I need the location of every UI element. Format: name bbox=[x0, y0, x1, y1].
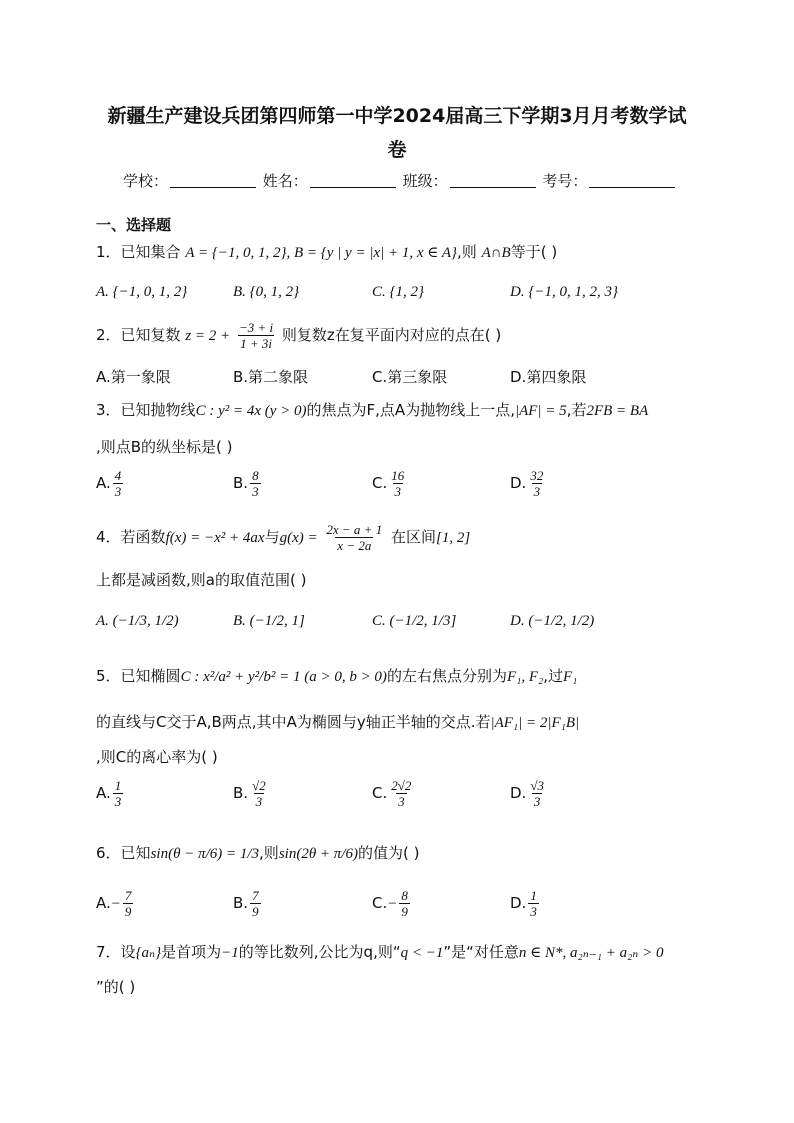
class-blank[interactable] bbox=[450, 187, 536, 188]
q2-option-c[interactable]: C.第三象限 bbox=[372, 368, 448, 386]
id-blank[interactable] bbox=[589, 187, 675, 188]
q6-option-b[interactable]: B. $\frac{7}{9}$ bbox=[233, 888, 259, 919]
q2-option-b[interactable]: B.第二象限 bbox=[233, 368, 309, 386]
question-text: 则复数z在复平面内对应的点在( ) bbox=[281, 326, 502, 344]
fraction: $\frac{-3 + i}{1 + 3i}$ bbox=[238, 320, 274, 351]
math-expression: F₁, F₂ bbox=[506, 669, 544, 685]
math-expression: |AF| = 5 bbox=[514, 403, 567, 419]
q6-option-c[interactable]: C.− $\frac{8}{9}$ bbox=[372, 888, 408, 919]
math-expression: {aₙ} bbox=[135, 945, 162, 961]
question-text: 等于( ) bbox=[510, 243, 558, 261]
q5-option-b[interactable]: B. $\frac{√2}{3}$ bbox=[233, 778, 266, 809]
question-1 bbox=[96, 241, 557, 264]
math-expression: g(x) = bbox=[279, 530, 318, 546]
question-3: 3．已知抛物线C : y² = 4x (y > 0)的焦点为F,点A为抛物线上一点,|AF| = 5,若2FB = BA bbox=[96, 401, 649, 419]
math-expression: C : x²/a² + y²/b² = 1 (a > 0, b > 0) bbox=[180, 669, 387, 685]
q1-option-d[interactable]: D. {−1, 0, 1, 2, 3} bbox=[510, 284, 618, 300]
q2-option-a[interactable]: A.第一象限 bbox=[96, 368, 171, 386]
math-expression: z = 2 + bbox=[185, 328, 231, 344]
q5-option-d[interactable]: D. $\frac{√3}{3}$ bbox=[510, 778, 544, 809]
name-label: 姓名： bbox=[262, 172, 308, 190]
q5-option-c[interactable]: C. $\frac{2√2}{3}$ bbox=[372, 778, 412, 809]
math-expression: sin(θ − π/6) = 1/3 bbox=[150, 846, 260, 862]
q1-option-c[interactable]: C. {1, 2} bbox=[372, 284, 425, 300]
school-label: 学校： bbox=[123, 172, 169, 190]
student-info-row bbox=[123, 170, 677, 191]
page-title-line1: 新疆生产建设兵团第四师第一中学2024届高三下学期3月月考数学试 bbox=[107, 105, 687, 127]
math-expression: −1 bbox=[221, 945, 239, 961]
math-expression: |AF₁| = 2|F₁B| bbox=[490, 715, 580, 731]
q6-option-a[interactable]: A.− $\frac{7}{9}$ bbox=[96, 888, 132, 919]
q3-option-b[interactable]: B. $\frac{8}{3}$ bbox=[233, 468, 259, 499]
class-label: 班级： bbox=[402, 172, 448, 190]
question-text: 已知复数 bbox=[120, 326, 181, 344]
math-expression: [1, 2] bbox=[436, 530, 471, 546]
q5-option-a[interactable]: A. $\frac{1}{3}$ bbox=[96, 778, 122, 809]
q6-option-d[interactable]: D. $\frac{1}{3}$ bbox=[510, 888, 537, 919]
math-expression: C : y² = 4x (y > 0) bbox=[195, 403, 307, 419]
q3-option-c[interactable]: C. $\frac{16}{3}$ bbox=[372, 468, 405, 499]
question-7-line2: ”的( ) bbox=[96, 978, 136, 996]
question-5-line2: 的直线与C交于A,B两点,其中A为椭圆与y轴正半轴的交点.若|AF₁| = 2|F₁B| bbox=[96, 713, 580, 731]
q4-option-c[interactable]: C. (−1/2, 1/3] bbox=[372, 613, 457, 629]
fraction: $\frac{2x - a + 1}{x - 2a}$ bbox=[326, 522, 383, 553]
id-label: 考号： bbox=[542, 172, 588, 190]
school-blank[interactable] bbox=[170, 187, 256, 188]
name-blank[interactable] bbox=[310, 187, 396, 188]
question-5: 5．已知椭圆C : x²/a² + y²/b² = 1 (a > 0, b > 0)的左右焦点分别为F₁, F₂,过F₁ bbox=[96, 667, 578, 685]
question-5-line3: ,则C的离心率为( ) bbox=[96, 748, 218, 766]
question-3-line2: ,则点B的纵坐标是( ) bbox=[96, 438, 233, 456]
math-expression: 2FB = BA bbox=[586, 403, 649, 419]
question-number: 2． bbox=[96, 326, 121, 344]
math-expression: A∩B bbox=[481, 245, 511, 261]
question-text: ,则 bbox=[457, 243, 477, 261]
question-number: 1． bbox=[96, 243, 121, 261]
math-expression: n ∈ N*, a₂ₙ₋₁ + a₂ₙ > 0 bbox=[518, 945, 664, 961]
q2-option-d[interactable]: D.第四象限 bbox=[510, 368, 587, 386]
math-expression: sin(2θ + π/6) bbox=[278, 846, 358, 862]
q4-option-a[interactable]: A. (−1/3, 1/2) bbox=[96, 613, 179, 629]
math-expression: F₁ bbox=[563, 669, 578, 685]
math-expression: f(x) = −x² + 4ax bbox=[165, 530, 265, 546]
q4-option-b[interactable]: B. (−1/2, 1] bbox=[233, 613, 305, 629]
q1-option-b[interactable]: B. {0, 1, 2} bbox=[233, 284, 300, 300]
math-expression: A = {−1, 0, 1, 2}, B = {y | y = |x| + 1, x ∈ A} bbox=[185, 245, 457, 261]
question-text: 已知集合 bbox=[120, 243, 181, 261]
math-expression: q < −1 bbox=[400, 945, 444, 961]
q1-option-a[interactable]: A. {−1, 0, 1, 2} bbox=[96, 284, 188, 300]
section-heading: 一、选择题 bbox=[96, 216, 172, 234]
question-4: 4．若函数f(x) = −x² + 4ax与g(x) = $\frac{2x - a + 1}{x - 2a}$ 在区间[1, 2] bbox=[96, 522, 471, 553]
q3-option-a[interactable]: A. $\frac{4}{3}$ bbox=[96, 468, 122, 499]
page-title-line2: 卷 bbox=[387, 139, 407, 161]
question-2 bbox=[96, 320, 501, 351]
question-4-line2: 上都是减函数,则a的取值范围( ) bbox=[96, 571, 307, 589]
q3-option-d[interactable]: D. $\frac{32}{3}$ bbox=[510, 468, 544, 499]
question-6: 6．已知sin(θ − π/6) = 1/3,则sin(2θ + π/6)的值为( ) bbox=[96, 844, 420, 862]
question-7: 7．设{aₙ}是首项为−1的等比数列,公比为q,则“q < −1”是“对任意n ∈ N*, a₂ₙ₋₁ + a₂ₙ > 0 bbox=[96, 943, 664, 961]
q4-option-d[interactable]: D. (−1/2, 1/2) bbox=[510, 613, 595, 629]
